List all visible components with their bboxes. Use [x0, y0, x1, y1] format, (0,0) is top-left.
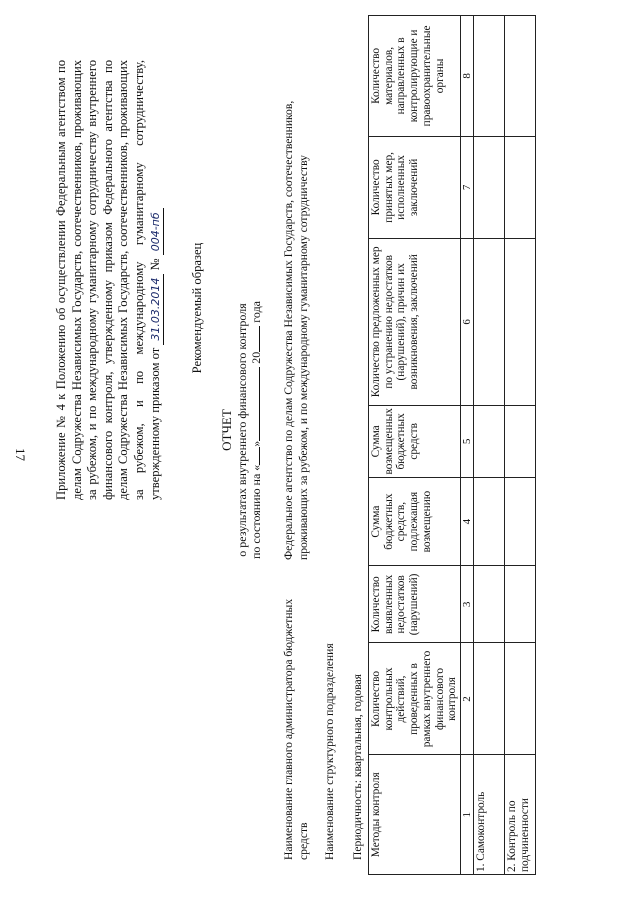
report-title: ОТЧЕТ [219, 409, 234, 451]
header-accepted-measures-count: Количество принятых мер, исполненных заключений [369, 136, 461, 238]
column-number: 8 [460, 16, 473, 137]
header-proposed-measures-count: Количество предложенных мер по устранению недостатков (нарушений), причин их возникновения, заключений [369, 238, 461, 405]
column-number: 6 [460, 238, 473, 405]
table-cell [504, 477, 535, 565]
order-date: 31.03.2014 [148, 274, 165, 345]
rotated-document-content [38, 10, 638, 880]
order-number-sign: № [147, 258, 162, 271]
appendix-text: Приложение № 4 к Положению об осуществлении Федеральным агентством по делам Содружества Независимых Государств, соотечественников, проживающих за рубежом, и по международному гуманитарному сотрудничеству внутреннего финансового контроля, утвержденному приказом Федерального агентства по делам Содружества Независимых Государств, соотечественников, проживающих за рубежом, и по международному гуманитарному сотрудничеству, утвержденному приказом от [54, 60, 162, 500]
report-date-mid: » [249, 440, 263, 447]
administrator-name: Федеральное агентство по делам Содружества Независимых Государств, соотечественников, проживающих за рубежом, и по международному гуманитарному сотрудничеству [282, 100, 310, 560]
table-cell [504, 643, 535, 755]
report-date-prefix: по состоянию на « [249, 464, 263, 560]
recommended-sample-label: Рекомендуемый образец [190, 242, 204, 374]
periodicity-label: Периодичность: квартальная, годовая [351, 673, 364, 860]
report-title-block [220, 200, 264, 660]
table-cell [473, 477, 504, 565]
structural-unit-label: Наименование структурного подразделения [323, 643, 336, 860]
column-number: 4 [460, 477, 473, 565]
header-deficiencies-count: Количество выявленных недостатков (нарушений) [369, 566, 461, 643]
report-date-line [249, 200, 264, 660]
column-number: 2 [460, 643, 473, 755]
column-number: 3 [460, 566, 473, 643]
report-year-suffix: года [249, 300, 263, 323]
table-cell [504, 238, 535, 405]
table-header-row [369, 16, 461, 875]
header-control-actions-count: Количество контрольных действий, проведенных в рамках внутреннего финансового контроля [369, 643, 461, 755]
column-number: 7 [460, 136, 473, 238]
column-number: 1 [460, 755, 473, 875]
report-table [368, 15, 536, 875]
table-cell [504, 566, 535, 643]
table-cell [504, 136, 535, 238]
table-cell [473, 566, 504, 643]
header-amount-to-reimburse: Сумма бюджетных средств, подлежащая возмещению [369, 477, 461, 565]
table-cell [504, 16, 535, 137]
table-row [504, 16, 535, 875]
report-subtitle: о результатах внутреннего финансового контроля [234, 303, 249, 557]
header-materials-sent-count: Количество материалов, направленных в контролирующие и правоохранительные органы [369, 16, 461, 137]
column-number: 5 [460, 405, 473, 477]
table-cell [473, 16, 504, 137]
row-method-label: 1. Самоконтроль [473, 755, 504, 875]
table-column-numbers-row [460, 16, 473, 875]
appendix-header [54, 60, 164, 500]
table-cell [504, 405, 535, 477]
page-number: 17 [13, 448, 28, 461]
order-number: 004-пб [148, 208, 165, 255]
report-year-prefix: 20 [249, 351, 263, 364]
administrator-label: Наименование главного администратора бюджетных средств [282, 598, 310, 860]
table-cell [473, 643, 504, 755]
header-amount-reimbursed: Сумма возмещенных бюджетных средств [369, 405, 461, 477]
table-cell [473, 136, 504, 238]
table-cell [473, 238, 504, 405]
header-control-methods: Методы контроля [369, 755, 461, 875]
row-method-label: 2. Контроль по подчиненности [504, 755, 535, 875]
table-cell [473, 405, 504, 477]
table-row [473, 16, 504, 875]
